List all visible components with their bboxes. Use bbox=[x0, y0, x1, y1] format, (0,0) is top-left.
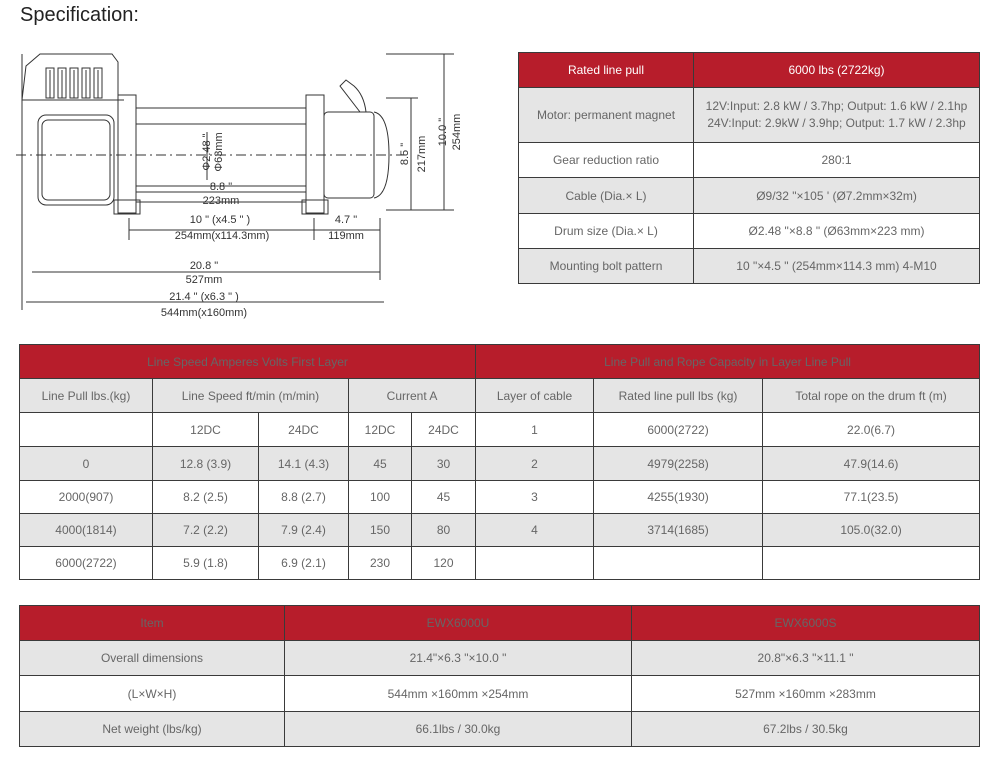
speed-left-title: Line Speed Amperes Volts First Layer bbox=[20, 345, 476, 379]
dim-length-2: 21.4 " (x6.3 " ) bbox=[169, 291, 239, 303]
col-model-1: EWX6000U bbox=[285, 606, 632, 641]
table-row: 4000(1814) 7.2 (2.2) 7.9 (2.4) 150 80 4 3714(1685) 105.0(32.0) bbox=[20, 514, 980, 547]
dim-height-2-mm: 254mm bbox=[451, 113, 463, 151]
dim-drum-length-mm: 223mm bbox=[202, 195, 240, 207]
table-row: 6000(2722) 5.9 (1.8) 6.9 (2.1) 230 120 bbox=[20, 547, 980, 580]
table-row: Gear reduction ratio 280:1 bbox=[519, 143, 980, 178]
speed-right-title: Line Pull and Rope Capacity in Layer Line Pull bbox=[476, 345, 980, 379]
table-row: Overall dimensions 21.4"×6.3 "×10.0 " 20.8"×6.3 "×11.1 " bbox=[20, 641, 980, 676]
col-total-rope: Total rope on the drum ft (m) bbox=[763, 379, 980, 413]
dim-drum-diameter: Φ2.48 " bbox=[201, 133, 213, 171]
line-speed-table bbox=[19, 344, 980, 580]
dim-length-1-mm: 527mm bbox=[185, 274, 223, 286]
col-current: Current A bbox=[349, 379, 476, 413]
winch-diagram bbox=[14, 40, 484, 330]
spec-header-value: 6000 lbs (2722kg) bbox=[694, 53, 980, 88]
spec-table bbox=[518, 52, 980, 284]
spec-header-label: Rated line pull bbox=[519, 53, 694, 88]
dim-length-1: 20.8 " bbox=[189, 260, 219, 272]
table-row: (L×W×H) 544mm ×160mm ×254mm 527mm ×160mm ×283mm bbox=[20, 676, 980, 712]
dimensions-table bbox=[19, 605, 980, 747]
table-row: 2000(907) 8.2 (2.5) 8.8 (2.7) 100 45 3 4255(1930) 77.1(23.5) bbox=[20, 481, 980, 514]
dim-height-1: 8.5 " bbox=[399, 142, 411, 166]
col-item: Item bbox=[20, 606, 285, 641]
dim-length-2-mm: 544mm(x160mm) bbox=[160, 307, 248, 319]
col-model-2: EWX6000S bbox=[632, 606, 980, 641]
col-rated-pull: Rated line pull lbs (kg) bbox=[594, 379, 763, 413]
table-row: 0 12.8 (3.9) 14.1 (4.3) 45 30 2 4979(2258) 47.9(14.6) bbox=[20, 447, 980, 481]
table-row: Net weight (lbs/kg) 66.1lbs / 30.0kg 67.2lbs / 30.5kg bbox=[20, 712, 980, 747]
dim-height-2: 10.0 " bbox=[437, 117, 449, 147]
table-row: Mounting bolt pattern 10 "×4.5 " (254mm×114.3 mm) 4-M10 bbox=[519, 249, 980, 284]
dim-motor: 4.7 " bbox=[334, 214, 358, 226]
dim-motor-mm: 119mm bbox=[328, 230, 364, 242]
dim-height-1-mm: 217mm bbox=[416, 135, 428, 173]
dim-drum-diameter-mm: Φ63mm bbox=[213, 132, 225, 172]
dim-drum-length: 8.8 " bbox=[209, 181, 233, 193]
dim-bolt-pattern: 10 " (x4.5 " ) bbox=[189, 214, 251, 226]
col-line-speed: Line Speed ft/min (m/min) bbox=[153, 379, 349, 413]
col-layer: Layer of cable bbox=[476, 379, 594, 413]
table-row: Motor: permanent magnet 12V:Input: 2.8 kW / 3.7hp; Output: 1.6 kW / 2.1hp 24V:Input: 2.9kW / 3.9hp; Output: 1.7 kW / 2.3hp bbox=[519, 88, 980, 143]
table-row: 12DC 24DC 12DC 24DC 1 6000(2722) 22.0(6.7) bbox=[20, 413, 980, 447]
table-row: Cable (Dia.× L) Ø9/32 "×105 ' (Ø7.2mm×32m) bbox=[519, 178, 980, 214]
col-line-pull: Line Pull lbs.(kg) bbox=[20, 379, 153, 413]
page-title: Specification: bbox=[20, 4, 139, 26]
dim-bolt-pattern-mm: 254mm(x114.3mm) bbox=[174, 230, 270, 242]
table-row: Drum size (Dia.× L) Ø2.48 "×8.8 " (Ø63mm×223 mm) bbox=[519, 214, 980, 249]
